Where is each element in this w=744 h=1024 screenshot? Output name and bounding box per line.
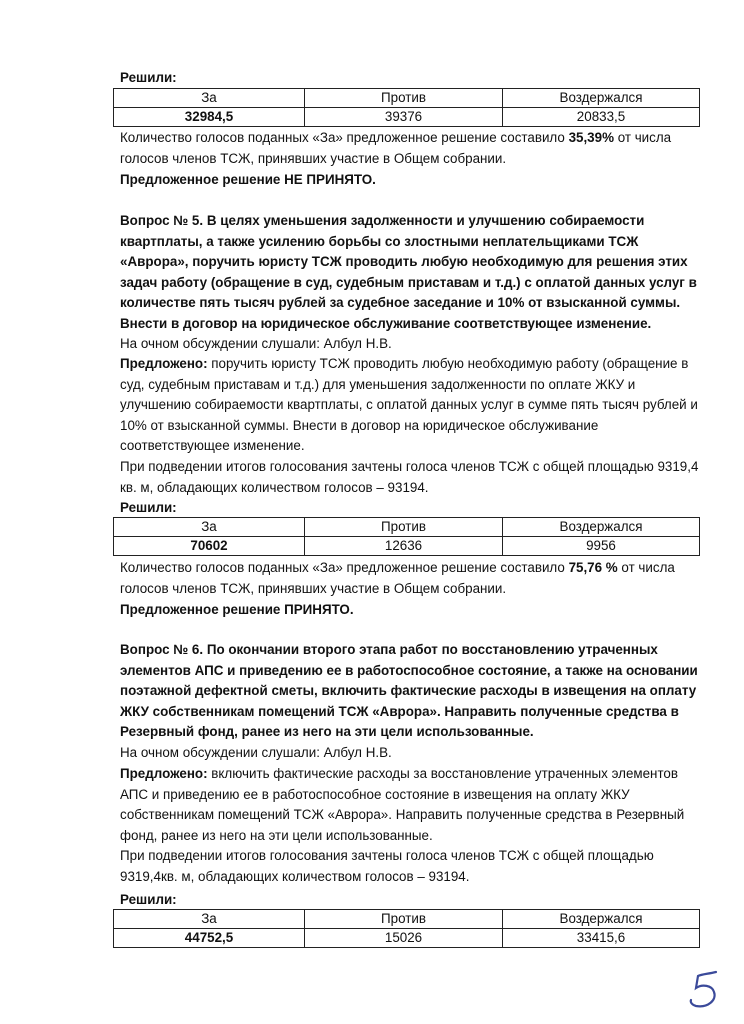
result-post: от числа голосов членов ТСЖ, принявших участие в Общем собрании. bbox=[120, 560, 675, 596]
question-5-heard: На очном обсуждении слушали: Албул Н.В. bbox=[120, 336, 392, 351]
value-against: 39376 bbox=[305, 108, 503, 127]
question-6-title: Вопрос № 6. По окончании второго этапа работ по восстановлению утраченных элементов АПС и приведению ее в работоспособное состояние, а также на основании поэтажной дефектной сметы, включить фактические расходы в извещения на оплату ЖКУ собственникам помещений ТСЖ «Аврора». Направить полученные средства в Резервный фонд, ранее из него на эти цели использованные. bbox=[120, 642, 698, 740]
vote-result-text bbox=[120, 128, 700, 169]
proposed-label: Предложено: bbox=[120, 356, 208, 371]
vote-table-q4 bbox=[113, 88, 700, 127]
header-for: За bbox=[114, 910, 305, 929]
value-abstained: 33415,6 bbox=[503, 929, 700, 948]
question-6-tally: При подведении итогов голосования зачтены голоса членов ТСЖ с общей площадью 9319,4кв. м, обладающих количеством голосов – 93194. bbox=[120, 848, 654, 884]
header-abstained: Воздержался bbox=[503, 89, 700, 108]
proposed-text: поручить юристу ТСЖ проводить любую необходимую работу (обращение в суд, судебным приставам и т.д.) для уменьшения задолженности по оплате ЖКУ и улучшению собираемости квартплаты, с оплатой данных услуг в сумме пять тысяч рублей и 10% от взысканной суммы. Внести в договор на юридическое обслуживание соответствующее изменение. bbox=[120, 356, 698, 454]
header-against: Против bbox=[305, 518, 503, 537]
vote-table-q6 bbox=[113, 909, 700, 948]
question-6-proposed bbox=[120, 764, 700, 846]
vote-result-text bbox=[120, 558, 700, 599]
decision-text: Предложенное решение НЕ ПРИНЯТО. bbox=[120, 172, 376, 187]
vote-table-header-row bbox=[114, 89, 700, 108]
header-for: За bbox=[114, 89, 305, 108]
header-for: За bbox=[114, 518, 305, 537]
value-abstained: 20833,5 bbox=[503, 108, 700, 127]
proposed-text: включить фактические расходы за восстановление утраченных элементов АПС и приведению ее в работоспособное состояние в извещения на оплату ЖКУ собственникам помещений ТСЖ «Аврора». Направить полученные средства в Резервный фонд, ранее из него на эти цели использованные. bbox=[120, 766, 685, 843]
question-6-heard: На очном обсуждении слушали: Албул Н.В. bbox=[120, 745, 392, 760]
header-abstained: Воздержался bbox=[503, 518, 700, 537]
question-5-tally: При подведении итогов голосования зачтены голоса членов ТСЖ с общей площадью 9319,4 кв. м, обладающих количеством голосов – 93194. bbox=[120, 459, 699, 495]
result-pre: Количество голосов поданных «За» предложенное решение составило bbox=[120, 560, 569, 575]
decision-text: Предложенное решение ПРИНЯТО. bbox=[120, 602, 354, 617]
result-percent: 75,76 % bbox=[568, 560, 618, 575]
value-for: 44752,5 bbox=[114, 929, 305, 948]
vote-table-values-row bbox=[114, 537, 700, 556]
result-pre: Количество голосов поданных «За» предложенное решение составило bbox=[120, 130, 569, 145]
vote-table-header-row bbox=[114, 910, 700, 929]
value-against: 12636 bbox=[305, 537, 503, 556]
decided-label: Решили: bbox=[120, 892, 177, 907]
value-for: 32984,5 bbox=[114, 108, 305, 127]
page-number-text: 5 bbox=[686, 968, 687, 969]
decided-label: Решили: bbox=[120, 70, 177, 85]
vote-table-header-row bbox=[114, 518, 700, 537]
value-against: 15026 bbox=[305, 929, 503, 948]
question-5-title: Вопрос № 5. В целях уменьшения задолженности и улучшению собираемости квартплаты, а также усилению борьбы со злостными неплательщиками ТСЖ «Аврора», поручить юристу ТСЖ проводить любую необходимую для решения этих задач работу (обращение в суд, судебным приставам и т.д.) с оплатой данных услуг в количестве пять тысяч рублей за судебное заседание и 10% от взысканной суммы. Внести в договор на юридическое обслуживание соответствующее изменение. bbox=[120, 213, 697, 331]
vote-table-values-row bbox=[114, 108, 700, 127]
decided-label: Решили: bbox=[120, 500, 177, 515]
question-5-proposed bbox=[120, 354, 700, 457]
result-percent: 35,39% bbox=[568, 130, 614, 145]
proposed-label: Предложено: bbox=[120, 766, 208, 781]
handwritten-page-number bbox=[686, 968, 726, 1012]
vote-table-q5 bbox=[113, 517, 700, 556]
header-against: Против bbox=[305, 89, 503, 108]
value-abstained: 9956 bbox=[503, 537, 700, 556]
value-for: 70602 bbox=[114, 537, 305, 556]
header-against: Против bbox=[305, 910, 503, 929]
vote-table-values-row bbox=[114, 929, 700, 948]
result-post: от числа голосов членов ТСЖ, принявших участие в Общем собрании. bbox=[120, 130, 672, 166]
header-abstained: Воздержался bbox=[503, 910, 700, 929]
